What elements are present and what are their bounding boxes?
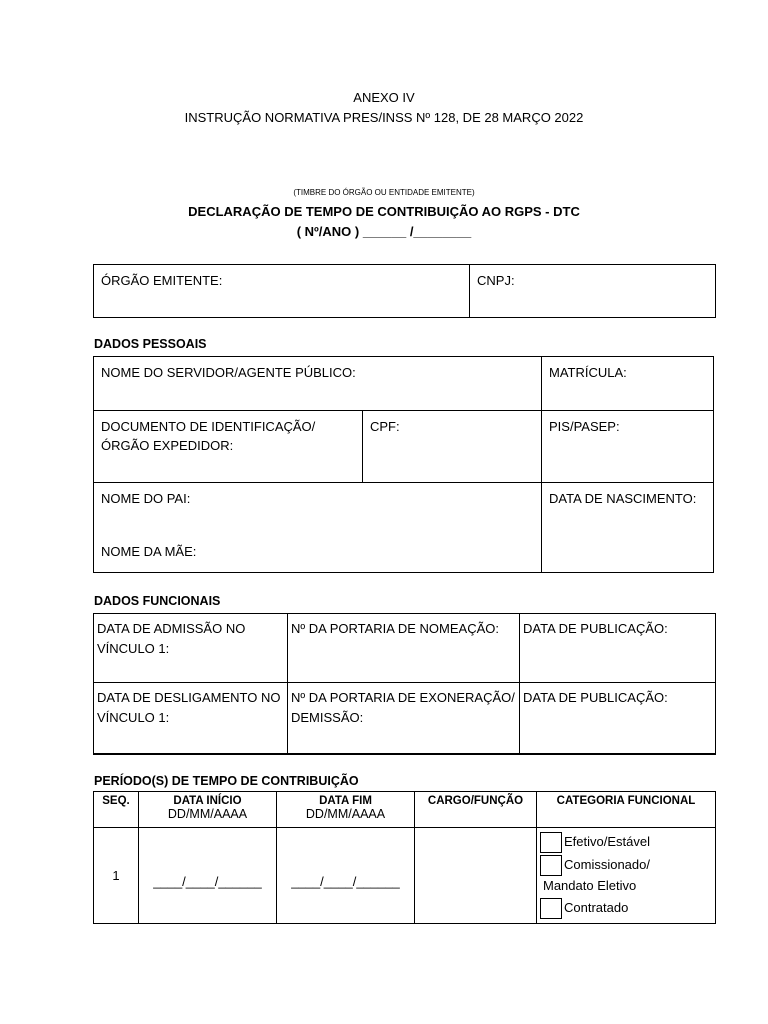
contracted-option-label: Contratado	[564, 900, 629, 916]
seq-header: SEQ.	[94, 792, 139, 828]
category-cell	[537, 828, 716, 924]
birth-cell[interactable]	[542, 483, 714, 573]
name-cell[interactable]	[94, 357, 542, 411]
appointment-cell[interactable]	[288, 614, 520, 683]
start-date-header: DATA INÍCIO DD/MM/AAAA	[139, 792, 277, 828]
effective-option-label: Efetivo/Estável	[564, 834, 650, 849]
exoneration-label-1: Nº DA PORTARIA DE EXONERAÇÃO/	[291, 690, 515, 705]
end-date-format: DD/MM/AAAA	[305, 807, 386, 821]
id-doc-label-1: DOCUMENTO DE IDENTIFICAÇÃO/	[101, 419, 316, 434]
personal-table	[93, 356, 714, 573]
dismissal-label-2: VÍNCULO 1:	[97, 710, 170, 725]
admission-label-1: DATA DE ADMISSÃO NO	[97, 621, 246, 636]
pis-cell[interactable]	[542, 411, 714, 483]
commissioned-checkbox[interactable]	[540, 855, 562, 876]
registration-label: MATRÍCULA:	[549, 365, 627, 380]
exoneration-label-2: DEMISSÃO:	[291, 710, 364, 725]
mother-label: NOME DA MÃE:	[101, 544, 197, 559]
cnpj-label: CNPJ:	[477, 273, 515, 288]
commissioned-option-label-2: Mandato Eletivo	[543, 878, 637, 894]
publication-cell-2[interactable]	[520, 683, 716, 754]
dismissal-label-1: DATA DE DESLIGAMENTO NO	[97, 690, 281, 705]
admission-cell[interactable]	[94, 614, 288, 683]
category-header: CATEGORIA FUNCIONAL	[537, 792, 716, 828]
letterhead-note: (TIMBRE DO ÓRGÃO OU ENTIDADE EMITENTE)	[293, 188, 475, 197]
role-cell[interactable]	[415, 828, 537, 924]
functional-section-title: DADOS FUNCIONAIS	[94, 594, 221, 608]
birth-label: DATA DE NASCIMENTO:	[549, 491, 697, 506]
start-date-format: DD/MM/AAAA	[167, 807, 248, 821]
issuer-table	[93, 264, 716, 318]
name-label: NOME DO SERVIDOR/AGENTE PÚBLICO:	[101, 365, 356, 380]
seq-cell: 1	[94, 828, 139, 924]
id-doc-label-2: ÓRGÃO EXPEDIDOR:	[101, 438, 234, 453]
admission-label-2: VÍNCULO 1:	[97, 641, 170, 656]
exoneration-cell[interactable]	[288, 683, 520, 754]
organ-cell[interactable]	[94, 265, 470, 318]
dismissal-cell[interactable]	[94, 683, 288, 754]
parents-cell[interactable]	[94, 483, 542, 573]
number-year-line: ( Nº/ANO ) ______ /________	[296, 224, 472, 239]
cpf-label: CPF:	[370, 419, 400, 434]
contracted-checkbox[interactable]	[540, 898, 562, 919]
document-title: DECLARAÇÃO DE TEMPO DE CONTRIBUIÇÃO AO RGPS - DTC	[188, 204, 580, 219]
periods-table	[93, 791, 716, 924]
appointment-label: Nº DA PORTARIA DE NOMEAÇÃO:	[291, 621, 499, 636]
cnpj-cell[interactable]	[470, 265, 716, 318]
commissioned-option-label: Comissionado/	[564, 857, 650, 873]
end-date-header: DATA FIM DD/MM/AAAA	[277, 792, 415, 828]
end-date-cell[interactable]: ____/____/______	[277, 828, 415, 924]
registration-cell[interactable]	[542, 357, 714, 411]
publication-cell-1[interactable]	[520, 614, 716, 683]
personal-section-title: DADOS PESSOAIS	[94, 337, 207, 351]
role-header: CARGO/FUNÇÃO	[415, 792, 537, 828]
periods-section-title: PERÍODO(S) DE TEMPO DE CONTRIBUIÇÃO	[94, 774, 359, 788]
cpf-cell[interactable]	[363, 411, 542, 483]
publication-label-1: DATA DE PUBLICAÇÃO:	[523, 621, 668, 636]
functional-table	[93, 613, 716, 755]
id-doc-cell[interactable]	[94, 411, 363, 483]
publication-label-2: DATA DE PUBLICAÇÃO:	[523, 690, 668, 705]
pis-label: PIS/PASEP:	[549, 419, 620, 434]
organ-label: ÓRGÃO EMITENTE:	[101, 273, 223, 288]
effective-checkbox[interactable]	[540, 832, 562, 853]
annex-label: ANEXO IV	[353, 90, 415, 105]
start-date-cell[interactable]: ____/____/______	[139, 828, 277, 924]
table-row	[94, 828, 716, 924]
father-label: NOME DO PAI:	[101, 491, 191, 506]
instruction-title: INSTRUÇÃO NORMATIVA PRES/INSS Nº 128, DE 28 MARÇO 2022	[184, 110, 584, 125]
